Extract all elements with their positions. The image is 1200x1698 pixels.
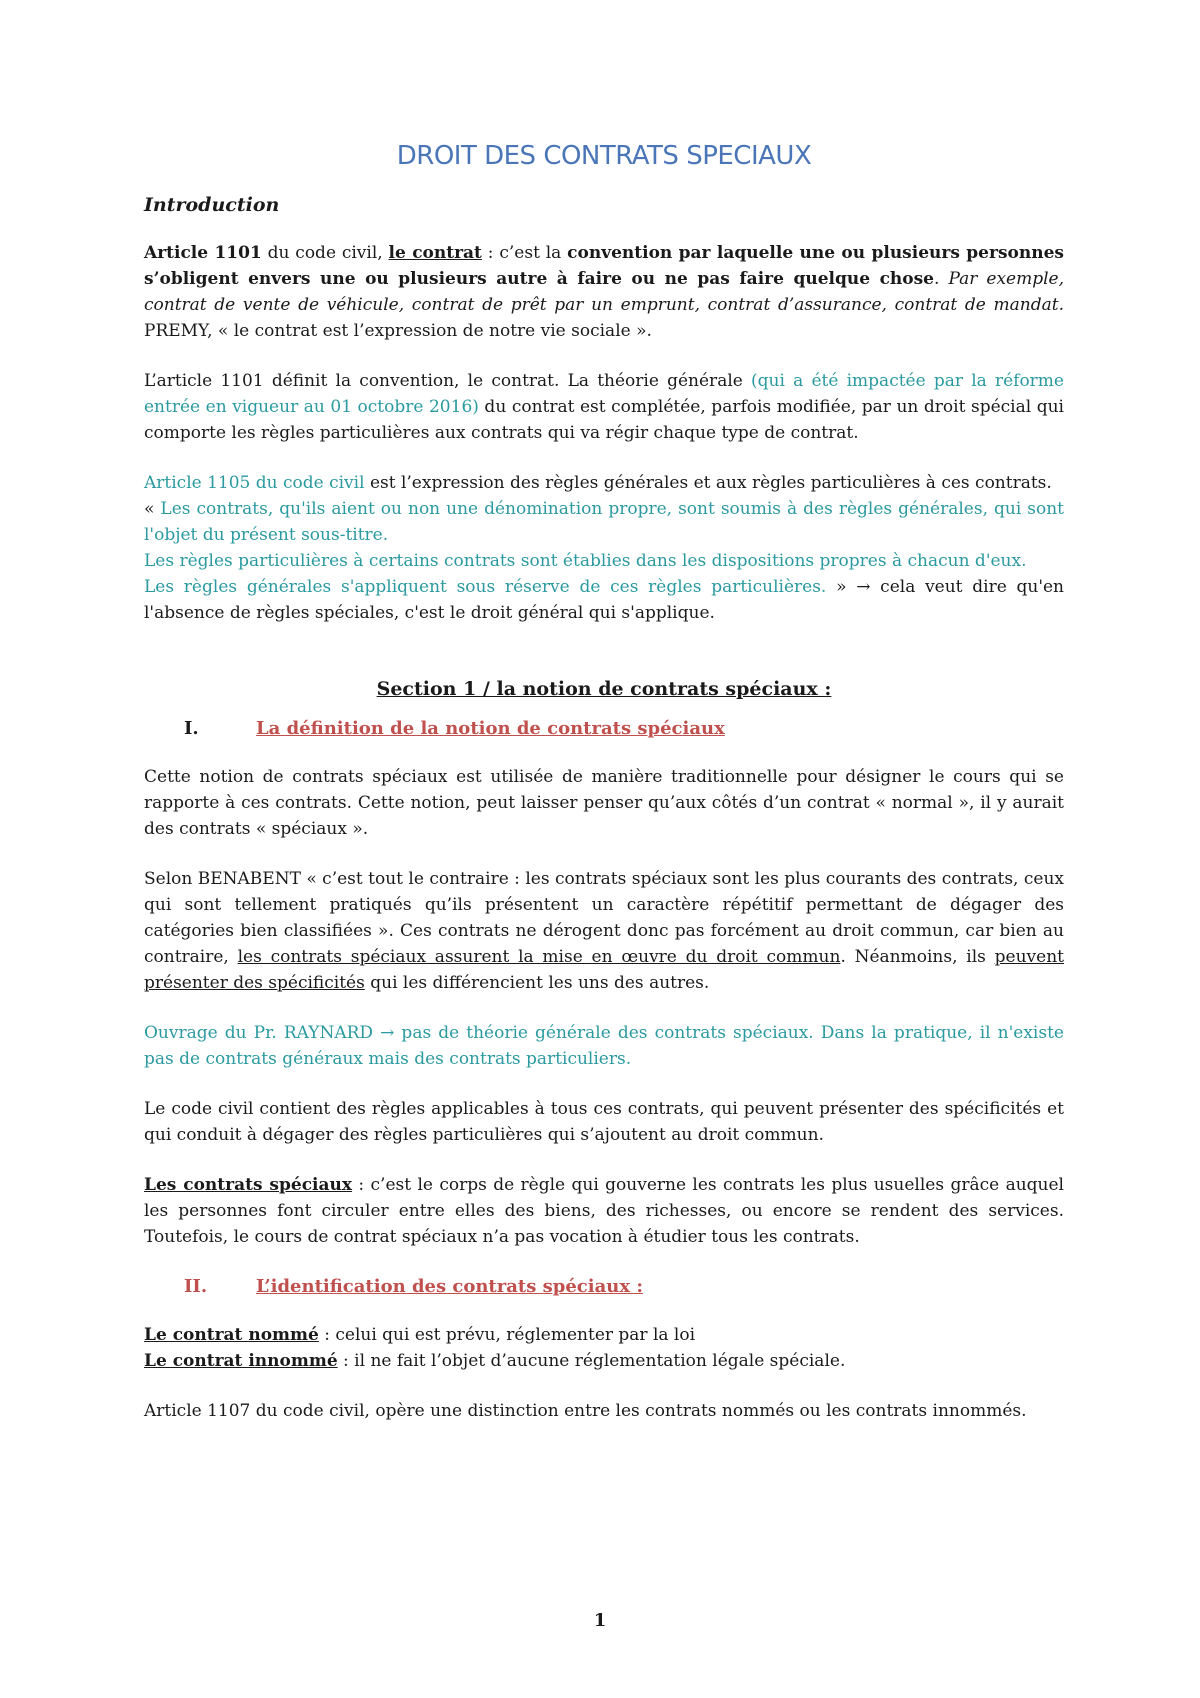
heading-ii [144, 1274, 1064, 1300]
paragraph-contrats-speciaux: Les contrats spéciaux : c’est le corps de règle qui gouverne les contrats les plus usuelles grâce auquel les personnes font circuler entre elles des biens, des richesses, ou encore se rendent des services. Toutefois, le cours de contrat spéciaux n’a pas vocation à étudier tous les contrats. [144, 1175, 1064, 1247]
premy-quote: PREMY, « le contrat est l’expression de notre vie sociale ». [144, 321, 652, 341]
heading-label: La définition de la notion de contrats spéciaux [256, 718, 725, 739]
document-title: DROIT DES CONTRATS SPECIAUX [396, 141, 812, 171]
article-1105-ref: Article 1105 du code civil [144, 473, 365, 493]
heading-number: II. [184, 1276, 208, 1297]
paragraph-article-1101: Article 1101 du code civil, le contrat : c’est la convention par laquelle une ou plusieurs personnes s’obligent envers une ou plusieurs autre à faire ou ne pas faire quelque chose. Par exemple, contrat de vente de véhicule, contrat de prêt par un emprunt, contrat d’assurance, contrat de mandat. PREMY, « le contrat est l’expression de notre vie sociale ». [144, 243, 1065, 341]
article-ref: Article 1101 [144, 243, 262, 263]
heading-label: L’identification des contrats spéciaux : [256, 1276, 643, 1297]
paragraph-code-civil: Le code civil contient des règles applicables à tous ces contrats, qui peuvent présenter des spécificités et qui conduit à dégager des règles particulières qui s’ajoutent au droit commun. [144, 1099, 1064, 1145]
page-content [144, 140, 1064, 1424]
paragraph-benabent: Selon BENABENT « c’est tout le contraire : les contrats spéciaux sont les plus courants des contrats, ceux qui sont tellement pratiqués qu’ils présentent un caractère répétitif permettant de dégager des catégories bien classifiées ». Ces contrats ne dérogent donc pas forcément au droit commun, car bien au contraire, les contrats spéciaux assurent la mise en œuvre du droit commun. Néanmoins, ils peuvent présenter des spécificités qui les différencient les uns des autres. [144, 869, 1064, 993]
heading-number: I. [184, 718, 199, 739]
term-le-contrat: le contrat [388, 243, 482, 263]
heading-i [144, 716, 1064, 742]
paragraph-theorie-generale: L’article 1101 définit la convention, le contrat. La théorie générale (qui a été impactée par la réforme entrée en vigueur au 01 octobre 2016) du contrat est complétée, parfois modifiée, par un droit spécial qui comporte les règles particulières aux contrats qui va régir chaque type de contrat. [144, 371, 1064, 443]
definition-contrat-innomme: Le contrat innommé : il ne fait l’objet d’aucune réglementation légale spéciale. [144, 1351, 846, 1371]
paragraph-article-1105: Article 1105 du code civil est l’expression des règles générales et aux règles particulières à ces contrats. [144, 473, 1052, 493]
reform-note: (qui a été impactée par la réforme entrée en vigueur au 01 octobre 2016) [144, 371, 1064, 417]
paragraph-article-1107: Article 1107 du code civil, opère une distinction entre les contrats nommés ou les contrats innommés. [144, 1401, 1027, 1421]
example-text: Par exemple, contrat de vente de véhicule, contrat de prêt par un emprunt, contrat d’assurance, contrat de mandat. [144, 269, 1065, 315]
section-1-heading: Section 1 / la notion de contrats spéciaux : [376, 678, 832, 700]
definition-contrat-nomme: Le contrat nommé : celui qui est prévu, réglementer par la loi [144, 1325, 696, 1345]
paragraph-notion: Cette notion de contrats spéciaux est utilisée de manière traditionnelle pour désigner le cours qui se rapporte à ces contrats. Cette notion, peut laisser penser qu’aux côtés d’un contrat « normal », il y aurait des contrats « spéciaux ». [144, 767, 1064, 839]
definition-text: convention par laquelle une ou plusieurs personnes s’obligent envers une ou plusieurs autre à faire ou ne pas faire quelque chose [144, 243, 1064, 289]
intro-heading: Introduction [144, 194, 280, 216]
quote-line-1: « Les contrats, qu'ils aient ou non une dénomination propre, sont soumis à des règles générales, qui sont l'objet du présent sous-titre. [144, 499, 1064, 545]
paragraph-raynard: Ouvrage du Pr. RAYNARD → pas de théorie générale des contrats spéciaux. Dans la pratique, il n'existe pas de contrats généraux mais des contrats particuliers. [144, 1023, 1064, 1069]
quote-line-3: Les règles générales s'appliquent sous réserve de ces règles particulières. » → cela veut dire qu'en l'absence de règles spéciales, c'est le droit général qui s'applique. [144, 577, 1065, 623]
quote-line-2: Les règles particulières à certains contrats sont établies dans les dispositions propres à chacun d'eux. [144, 551, 1027, 571]
page-number: 1 [593, 1610, 607, 1631]
